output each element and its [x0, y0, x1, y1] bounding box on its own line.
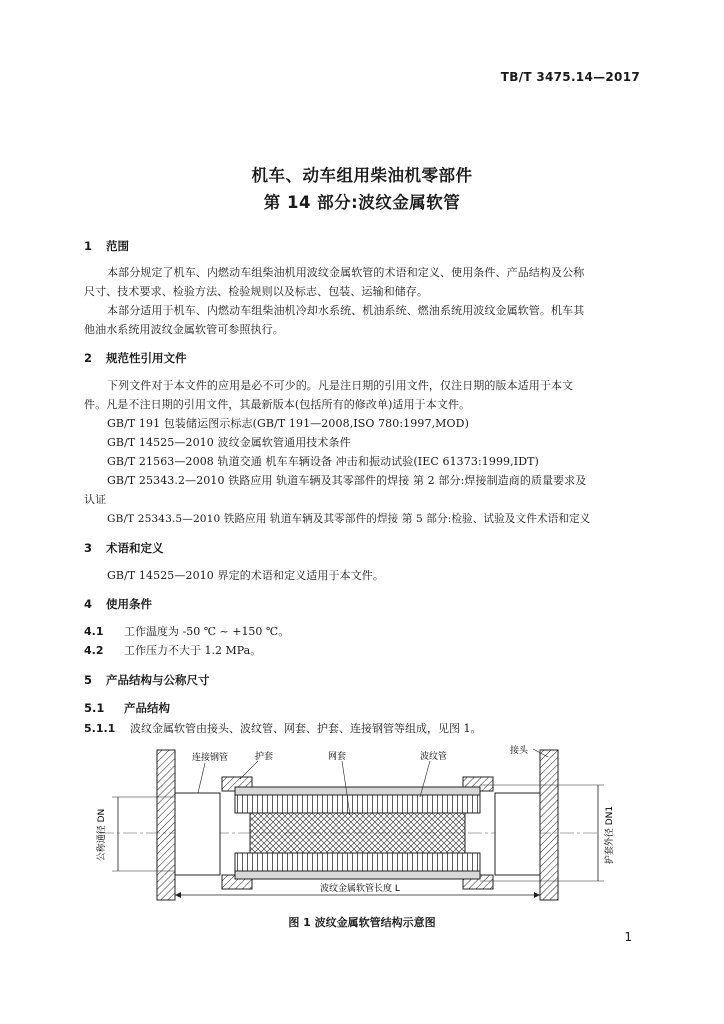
label-sheath: 护套	[255, 752, 274, 762]
section-4-heading	[84, 596, 152, 612]
label-length: 波纹金属软管长度 L	[320, 884, 400, 894]
right-connecting-pipe	[495, 793, 540, 875]
sheath-top	[235, 787, 480, 795]
section-5-heading	[84, 672, 210, 688]
ref-item: GB/T 191 包装储运图示标志(GB/T 191—2008,ISO 780:1997,MOD)	[107, 417, 469, 430]
sheath-bottom	[235, 871, 480, 879]
label-sheath-od: 护套外径 DN1	[605, 805, 615, 865]
s4-item-1-text: 工作温度为 -50 ℃ ~ +150 ℃。	[124, 625, 290, 638]
mesh-braid	[250, 813, 465, 853]
s1-para1-line2: 尺寸、技术要求、检验方法、检验规则以及标志、包装、运输和储存。	[84, 285, 429, 298]
section-4-number: 4	[84, 597, 93, 611]
section-2-heading	[84, 350, 187, 366]
s4-item-2-number: 4.2	[84, 644, 104, 657]
section-1-title: 范围	[106, 239, 129, 253]
s5-1-1-text: 波纹金属软管由接头、波纹管、网套、护套、连接钢管等组成，见图 1。	[130, 722, 482, 735]
label-nominal-diameter: 公称通径 DN	[97, 808, 107, 862]
section-4-title: 使用条件	[106, 597, 152, 611]
ref-item: GB/T 25343.2—2010 铁路应用 轨道车辆及其零部件的焊接 第 2 部分:焊接制造商的质量要求及	[107, 474, 587, 487]
label-bellows: 波纹管	[420, 752, 448, 762]
s5-1-heading	[84, 700, 170, 716]
label-joint: 接头	[510, 746, 529, 756]
s2-para1-line1: 下列文件对于本文件的应用是必不可少的。凡是注日期的引用文件，仅注日期的版本适用于本文	[107, 379, 574, 392]
s3-para1: GB/T 14525—2010 界定的术语和定义适用于本文件。	[107, 569, 384, 582]
label-mesh: 网套	[328, 752, 347, 762]
s4-item-1	[84, 623, 289, 639]
s5-1-1-number: 5.1.1	[84, 722, 116, 735]
section-1-heading	[84, 238, 129, 254]
page-number: 1	[624, 930, 632, 944]
s4-item-2	[84, 642, 261, 658]
section-5-number: 5	[84, 673, 93, 687]
figure-caption: 图 1 波纹金属软管结构示意图	[288, 916, 436, 929]
s1-para2-line1: 本部分适用于机车、内燃动车组柴油机冷却水系统、机油系统、燃油系统用波纹金属软管。机车其	[107, 304, 585, 317]
ref-item: GB/T 21563—2008 轨道交通 机车车辆设备 冲击和振动试验(IEC 61373:1999,IDT)	[107, 455, 539, 468]
s5-1-1-item	[84, 720, 482, 736]
left-flange	[157, 750, 175, 900]
left-connecting-pipe	[175, 793, 220, 875]
standard-code: TB/T 3475.14—2017	[500, 70, 640, 84]
doc-title-line2: 第 14 部分:波纹金属软管	[263, 193, 461, 212]
label-connecting-pipe: 连接钢管	[192, 753, 229, 763]
ref-item: GB/T 14525—2010 波纹金属软管通用技术条件	[107, 436, 351, 449]
section-5-title: 产品结构与公称尺寸	[106, 673, 210, 687]
section-3-title: 术语和定义	[106, 541, 164, 555]
s1-para1-line1: 本部分规定了机车、内燃动车组柴油机用波纹金属软管的术语和定义、使用条件、产品结构及公称	[107, 266, 585, 279]
ref-item: GB/T 25343.5—2010 铁路应用 轨道车辆及其零部件的焊接 第 5 部分:检验、试验及文件术语和定义	[107, 513, 591, 525]
right-flange	[540, 750, 558, 900]
section-2-number: 2	[84, 351, 93, 365]
bellows-bottom	[235, 853, 480, 871]
section-2-title: 规范性引用文件	[106, 351, 187, 365]
s4-item-2-text: 工作压力不大于 1.2 MPa。	[124, 644, 262, 657]
s4-item-1-number: 4.1	[84, 625, 104, 638]
s1-para2-line2: 他油水系统用波纹金属软管可参照执行。	[84, 323, 284, 336]
hose-structure-diagram	[0, 735, 724, 910]
doc-title-line1: 机车、动车组用柴油机零部件	[251, 166, 473, 185]
s5-1-title: 产品结构	[124, 701, 170, 715]
s2-para1-line2: 件。凡是不注日期的引用文件，其最新版本(包括所有的修改单)适用于本文件。	[84, 398, 471, 411]
ref-item-continuation: 认证	[84, 493, 107, 506]
section-1-number: 1	[84, 239, 93, 253]
bellows-top	[235, 795, 480, 813]
s5-1-number: 5.1	[84, 701, 105, 715]
section-3-number: 3	[84, 541, 93, 555]
section-3-heading	[84, 540, 164, 556]
